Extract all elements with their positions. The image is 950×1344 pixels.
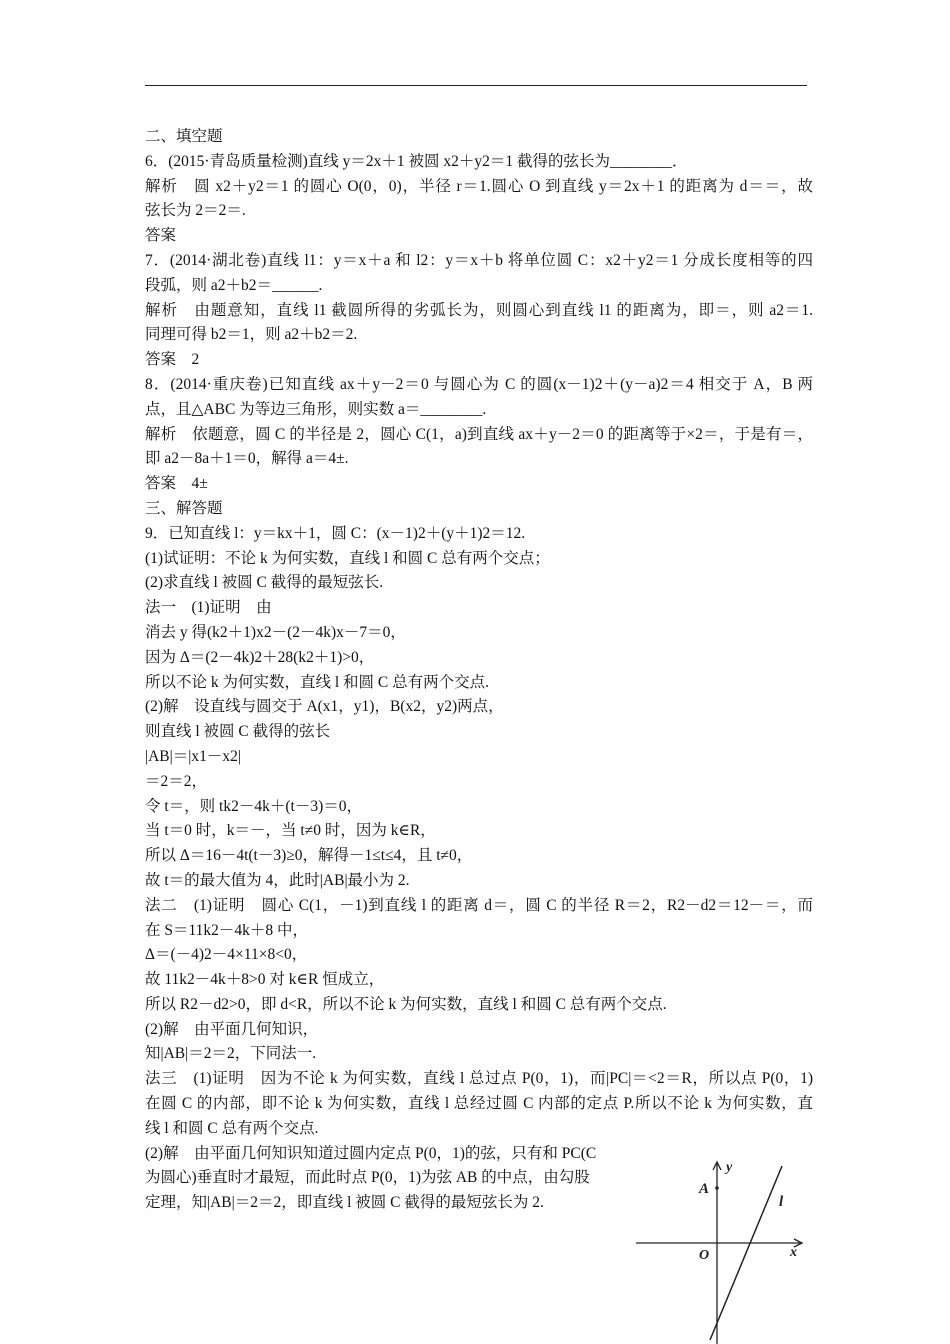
solution-line: 解析 依题意，圆 C 的半径是 2，圆心 C(1，a)到直线 ax＋y－2＝0 的距离等于×2＝，于是有＝， bbox=[145, 425, 813, 443]
answer-line: 答案 bbox=[145, 227, 177, 245]
method-heading: 法一 (1)证明 由 bbox=[145, 599, 272, 617]
solution-line: 为圆心)垂直时才最短，而此时点 P(0，1)为弦 AB 的中点，由勾股 bbox=[145, 1169, 590, 1187]
solution-line: 在圆 C 的内部，即不论 k 为何实数，直线 l 总经过圆 C 内部的定点 P.所以不论 k 为何实数，直 bbox=[145, 1095, 813, 1113]
problem-8: 8．(2014·重庆卷)已知直线 ax＋y－2＝0 与圆心为 C 的圆(x－1)2＋(y－a)2＝4 相交于 A，B 两 bbox=[145, 375, 813, 393]
solution-line: 定理，知|AB|＝2＝2，即直线 l 被圆 C 截得的最短弦长为 2. bbox=[145, 1194, 544, 1212]
solution-line: 消去 y 得(k2＋1)x2－(2－4k)x－7＝0， bbox=[145, 623, 406, 641]
solution-line: 知|AB|＝2＝2，下同法一. bbox=[145, 1045, 317, 1063]
section-heading: 二、填空题 bbox=[145, 128, 223, 145]
method-heading: 法二 (1)证明 圆心 C(1，－1)到直线 l 的距离 d＝，圆 C 的半径 R＝2，R2－d2＝12－＝，而 bbox=[145, 896, 813, 914]
problem-6: 6．(2015·青岛质量检测)直线 y＝2x＋1 被圆 x2＋y2＝1 截得的弦长为________． bbox=[145, 152, 688, 170]
problem-9: 9．已知直线 l：y＝kx＋1，圆 C：(x－1)2＋(y＋1)2＝12. bbox=[145, 524, 526, 542]
solution-line: 解析 圆 x2＋y2＝1 的圆心 O(0，0)，半径 r＝1.圆心 O 到直线 y＝2x＋1 的距离为 d＝＝，故 bbox=[145, 177, 813, 195]
solution-line: 所以 Δ＝16－4t(t－3)≥0，解得－1≤t≤4，且 t≠0， bbox=[145, 847, 473, 865]
x-axis-label: x bbox=[790, 1245, 797, 1260]
answer-line: 答案 2 bbox=[145, 351, 200, 369]
section-heading: 三、解答题 bbox=[145, 499, 223, 517]
problem-9-part2: (2)求直线 l 被圆 C 截得的最短弦长. bbox=[145, 574, 384, 592]
solution-line: 在 S＝11k2－4k＋8 中， bbox=[145, 921, 309, 939]
solution-line: (2)解 设直线与圆交于 A(x1，y1)，B(x2，y2)两点， bbox=[145, 698, 504, 716]
solution-line: |AB|＝|x1－x2| bbox=[145, 747, 241, 765]
line-l bbox=[710, 1166, 782, 1340]
solution-line: 因为 Δ＝(2－4k)2＋28(k2＋1)>0， bbox=[145, 648, 375, 666]
solution-line: Δ＝(－4)2－4×11×8<0， bbox=[145, 946, 308, 964]
point-a-label: A bbox=[699, 1181, 710, 1197]
answer-line: 答案 4± bbox=[145, 475, 208, 493]
coordinate-figure bbox=[634, 1158, 814, 1344]
problem-9-part1: (1)试证明：不论 k 为何实数，直线 l 和圆 C 总有两个交点； bbox=[145, 549, 550, 567]
problem-7: 7．(2014·湖北卷)直线 l1：y＝x＋a 和 l2：y＝x＋b 将单位圆 C：x2＋y2＝1 分成长度相等的四 bbox=[145, 251, 813, 269]
header-rule bbox=[145, 85, 807, 86]
y-axis-label: y bbox=[726, 1160, 733, 1175]
solution-line: 所以 R2－d2>0，即 d<R，所以不论 k 为何实数，直线 l 和圆 C 总有两个交点. bbox=[145, 995, 667, 1013]
solution-line: (2)解 由平面几何知识， bbox=[145, 1020, 319, 1038]
origin-label: O bbox=[699, 1248, 710, 1263]
solution-line: ＝2＝2， bbox=[145, 772, 208, 790]
solution-line: (2)解 由平面几何知识知道过圆内定点 P(0，1)的弦，只有和 PC(C bbox=[145, 1144, 597, 1162]
point-a bbox=[715, 1186, 719, 1190]
document-body bbox=[145, 125, 813, 1216]
line-l-label: l bbox=[779, 1194, 784, 1210]
solution-line: 则直线 l 被圆 C 截得的弦长 bbox=[145, 723, 331, 741]
problem-8-cont: 点，且△ABC 为等边三角形，则实数 a＝________. bbox=[145, 400, 487, 418]
method-heading: 法三 (1)证明 因为不论 k 为何实数，直线 l 总过点 P(0，1)，而|PC|＝<2＝R，所以点 P(0，1) bbox=[145, 1070, 813, 1088]
solution-line: 当 t＝0 时，k＝－，当 t≠0 时，因为 k∈R， bbox=[145, 822, 436, 840]
solution-line: 故 t＝的最大值为 4，此时|AB|最小为 2. bbox=[145, 871, 410, 889]
solution-line: 解析 由题意知，直线 l1 截圆所得的劣弧长为，则圆心到直线 l1 的距离为，即＝，则 a2＝1. bbox=[145, 301, 813, 319]
solution-line: 弦长为 2＝2＝. bbox=[145, 202, 246, 220]
solution-line: 故 11k2－4k＋8>0 对 k∈R 恒成立， bbox=[145, 971, 385, 989]
solution-line: 线 l 和圆 C 总有两个交点. bbox=[145, 1119, 319, 1137]
solution-line: 所以不论 k 为何实数，直线 l 和圆 C 总有两个交点. bbox=[145, 673, 490, 691]
problem-7-cont: 段弧，则 a2＋b2＝______. bbox=[145, 276, 323, 294]
solution-line: 即 a2－8a＋1＝0，解得 a＝4±. bbox=[145, 450, 349, 468]
solution-line: 同理可得 b2＝1，则 a2＋b2＝2. bbox=[145, 326, 358, 344]
solution-line: 令 t＝，则 tk2－4k＋(t－3)＝0， bbox=[145, 797, 362, 815]
